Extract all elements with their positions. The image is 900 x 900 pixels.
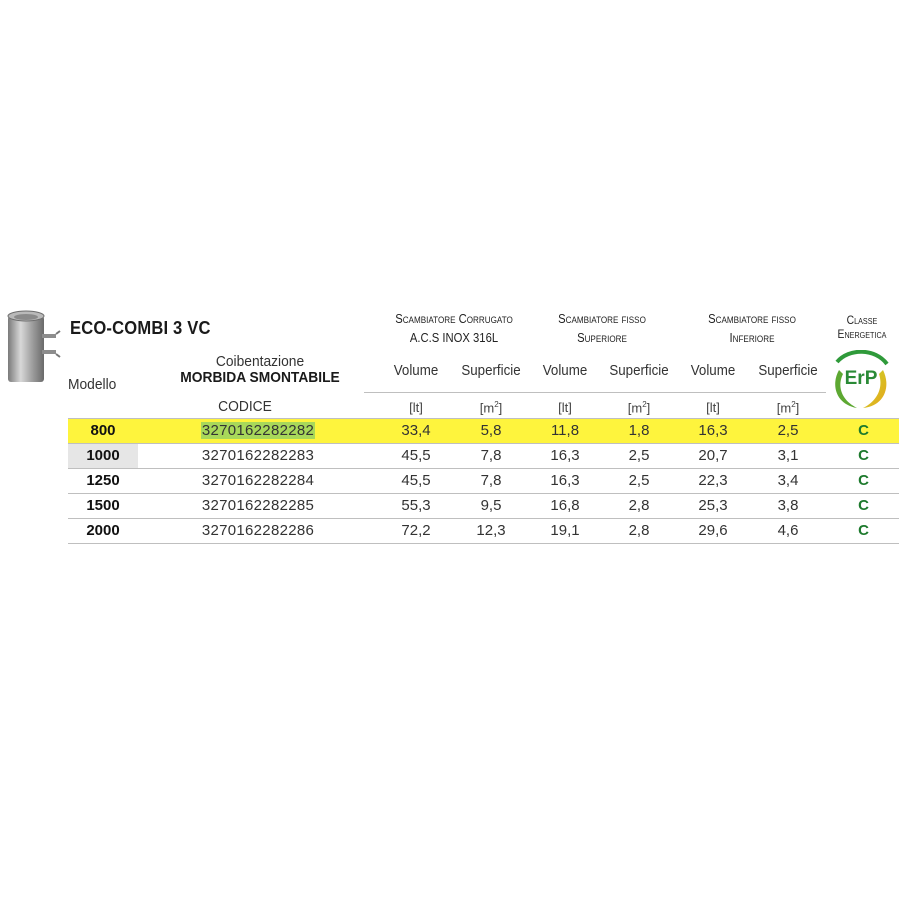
insulation-type: MORBIDA SMONTABILE	[180, 369, 340, 386]
row-v3: 22,3	[698, 472, 728, 489]
header-group-energy-class	[824, 314, 900, 342]
row-v3: 20,7	[698, 447, 728, 464]
row-s1: 7,8	[480, 447, 502, 464]
table-row	[68, 469, 899, 493]
unit-surface-2: $[m^2]$	[627, 400, 651, 416]
table-row	[68, 519, 899, 543]
row-v2: 16,3	[550, 472, 580, 489]
codice-header: CODICE	[218, 398, 272, 415]
row-modello: 2000	[86, 522, 120, 539]
row-v2: 19,1	[550, 522, 580, 539]
row-v2: 11,8	[550, 422, 580, 439]
row-divider	[68, 543, 899, 544]
table-row	[68, 419, 899, 443]
erp-label: ErP	[844, 368, 878, 389]
row-modello: 800	[90, 422, 116, 439]
row-s1: 7,8	[480, 472, 502, 489]
volume-header-2: Volume	[542, 363, 588, 379]
group-line1: Scambiatore fisso	[558, 312, 646, 326]
row-s1: 12,3	[476, 522, 506, 539]
row-codice: 3270162282282	[201, 422, 315, 439]
row-v1: 45,5	[401, 447, 431, 464]
row-s2: 1,8	[628, 422, 650, 439]
volume-header-1: Volume	[393, 363, 439, 379]
group-line1: Classe	[846, 315, 878, 327]
surface-header-2: Superficie	[609, 363, 669, 379]
row-s3: 3,8	[777, 497, 799, 514]
unit-volume-3: [lt]	[706, 400, 720, 415]
row-v3: 16,3	[698, 422, 728, 439]
row-v3: 29,6	[698, 522, 728, 539]
row-s2: 2,5	[628, 447, 650, 464]
row-classe: C	[858, 422, 869, 439]
header-group-lower	[687, 310, 817, 348]
group-line2: A.C.S INOX 316L	[409, 331, 499, 345]
group-line2: Inferiore	[729, 331, 775, 345]
row-codice: 3270162282285	[201, 497, 315, 514]
erp-badge-icon	[829, 350, 893, 414]
row-classe: C	[858, 522, 869, 539]
surface-header-3: Superficie	[758, 363, 818, 379]
group-line1: Scambiatore Corrugato	[395, 312, 513, 326]
row-v1: 55,3	[401, 497, 431, 514]
volume-header-3: Volume	[690, 363, 736, 379]
insulation-label: Coibentazione	[215, 353, 305, 370]
group-line2: Superiore	[577, 331, 627, 345]
row-s2: 2,8	[628, 497, 650, 514]
tank-icon	[4, 310, 62, 386]
unit-surface-1: $[m^2]$	[479, 400, 503, 416]
row-modello: 1250	[86, 472, 120, 489]
unit-volume-1: [lt]	[409, 400, 423, 415]
row-s3: 4,6	[777, 522, 799, 539]
group-line2: Energetica	[837, 329, 887, 341]
row-modello: 1000	[68, 444, 138, 468]
row-v3: 25,3	[698, 497, 728, 514]
row-v2: 16,3	[550, 447, 580, 464]
table-row	[68, 494, 899, 518]
row-modello: 1500	[86, 497, 120, 514]
row-s3: 3,4	[777, 472, 799, 489]
row-classe: C	[858, 472, 869, 489]
row-v1: 45,5	[401, 472, 431, 489]
row-s1: 5,8	[480, 422, 502, 439]
row-classe: C	[858, 447, 869, 464]
insulation-header	[168, 354, 352, 386]
row-codice: 3270162282283	[201, 447, 315, 464]
row-s3: 3,1	[777, 447, 799, 464]
group-line1: Scambiatore fisso	[708, 312, 796, 326]
row-s2: 2,8	[628, 522, 650, 539]
row-s2: 2,5	[628, 472, 650, 489]
unit-volume-2: [lt]	[558, 400, 572, 415]
modello-header: Modello	[68, 376, 117, 393]
unit-surface-3: $[m^2]$	[776, 400, 800, 416]
header-group-upper	[537, 310, 667, 348]
row-v1: 33,4	[401, 422, 431, 439]
surface-header-1: Superficie	[461, 363, 521, 379]
row-codice: 3270162282284	[201, 472, 315, 489]
row-s3: 2,5	[777, 422, 799, 439]
row-s1: 9,5	[480, 497, 502, 514]
row-v1: 72,2	[401, 522, 431, 539]
row-v2: 16,8	[550, 497, 580, 514]
row-classe: C	[858, 497, 869, 514]
product-title: ECO-COMBI 3 VC	[70, 318, 211, 338]
table-row	[68, 444, 899, 468]
subheader-divider	[364, 392, 826, 393]
row-codice: 3270162282286	[201, 522, 315, 539]
header-group-corrugated	[380, 310, 528, 348]
